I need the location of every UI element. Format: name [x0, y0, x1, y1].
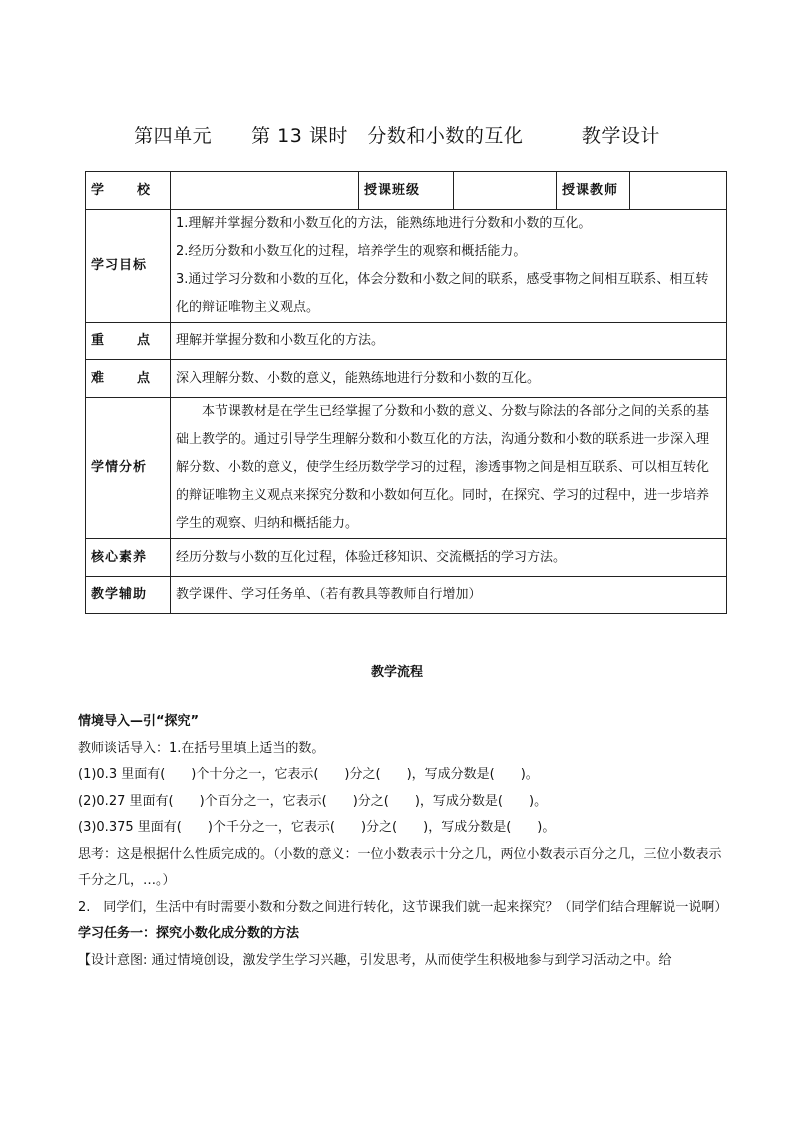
- objective-item-1: 1.理解并掌握分数和小数互化的方法，能熟练地进行分数和小数的互化。: [176, 216, 592, 231]
- difficulty-text: 深入理解分数、小数的意义，能熟练地进行分数和小数的互化。: [171, 360, 727, 398]
- difficulty-row: [86, 360, 727, 398]
- teaching-aids-row: [86, 577, 727, 614]
- core-literacy-label: 核心素养: [86, 539, 171, 577]
- school-label-char-2: 校: [136, 182, 151, 198]
- key-point-label-char-1: 重: [91, 333, 106, 348]
- task-1-title: 学习任务一：探究小数化成分数的方法: [78, 926, 300, 941]
- class-label: 授课班级: [359, 172, 454, 210]
- core-literacy-row: [86, 539, 727, 577]
- difficulty-label-char-1: 难: [91, 370, 106, 386]
- school-label: [86, 172, 171, 210]
- analysis-label: 学情分析: [86, 398, 171, 539]
- question-1: (1)0.3 里面有( )个十分之一，它表示( )分之( )，写成分数是( )。: [78, 767, 539, 782]
- objectives-label: 学习目标: [86, 210, 171, 323]
- analysis-text: 本节课教材是在学生已经掌握了分数和小数的意义、分数与除法的各部分之间的关系的基础上教学的。通过引导学生理解分数和小数互化的方法，沟通分数和小数的联系进一步深入理解分数、小数的意义，使学生经历数学学习的过程，渗透事物之间是相互联系、可以相互转化的辩证唯物主义观点来探究分数和小数如何互化。同时，在探究、学习的过程中，进一步培养学生的观察、归纳和概括能力。: [171, 398, 727, 539]
- analysis-row: [86, 398, 727, 539]
- think-paragraph: 思考：这是根据什么性质完成的。（小数的意义：一位小数表示十分之几，两位小数表示百分之几，三位小数表示千分之几，…。）: [78, 846, 722, 888]
- objective-item-3: 3.通过学习分数和小数的互化，体会分数和小数之间的联系，感受事物之间相互联系、相互转化的辩证唯物主义观点。: [176, 272, 709, 315]
- key-point-label-char-2: 点: [136, 333, 151, 348]
- objectives-content: [171, 210, 727, 323]
- school-row: [86, 172, 727, 210]
- objectives-row: [86, 210, 727, 323]
- class-value-cell: [454, 172, 557, 210]
- teacher-label: 授课教师: [557, 172, 630, 210]
- school-label-char-1: 学: [91, 182, 106, 198]
- lesson-info-table: [85, 171, 727, 614]
- key-point-row: [86, 323, 727, 360]
- question-3: (3)0.375 里面有( )个千分之一，它表示( )分之( )，写成分数是( )。: [78, 820, 556, 835]
- difficulty-label-char-2: 点: [136, 370, 151, 386]
- key-point-text: 理解并掌握分数和小数互化的方法。: [171, 323, 727, 360]
- document-title: 第四单元 第 13 课时 分数和小数的互化 教学设计: [134, 125, 660, 147]
- teaching-aids-label: 教学辅助: [86, 577, 171, 614]
- item-2-paragraph: 2. 同学们，生活中有时需要小数和分数之间进行转化，这节课我们就一起来探究？（同学们结合理解说一说啊）: [78, 899, 728, 915]
- teaching-aids-text: 教学课件、学习任务单、（若有教具等教师自行增加）: [171, 577, 727, 614]
- process-body: [78, 709, 726, 974]
- intro-lead: 教师谈话导入：1.在括号里填上适当的数。: [78, 740, 325, 756]
- objective-item-2: 2.经历分数和小数互化的过程，培养学生的观察和概括能力。: [176, 244, 527, 259]
- key-point-label: [86, 323, 171, 360]
- process-heading: 教学流程: [370, 665, 423, 680]
- school-value-cell: [171, 172, 359, 210]
- design-intent: 【设计意图: 通过情境创设，激发学生学习兴趣，引发思考，从而使学生积极地参与到学习活动之中。给: [78, 952, 672, 968]
- intro-title: 情境导入—引“探究”: [78, 714, 200, 729]
- question-2: (2)0.27 里面有( )个百分之一，它表示( )分之( )，写成分数是( )。: [78, 793, 548, 809]
- difficulty-label: [86, 360, 171, 398]
- teacher-value-cell: [630, 172, 727, 210]
- core-literacy-text: 经历分数与小数的互化过程，体验迁移知识、交流概括的学习方法。: [171, 539, 727, 577]
